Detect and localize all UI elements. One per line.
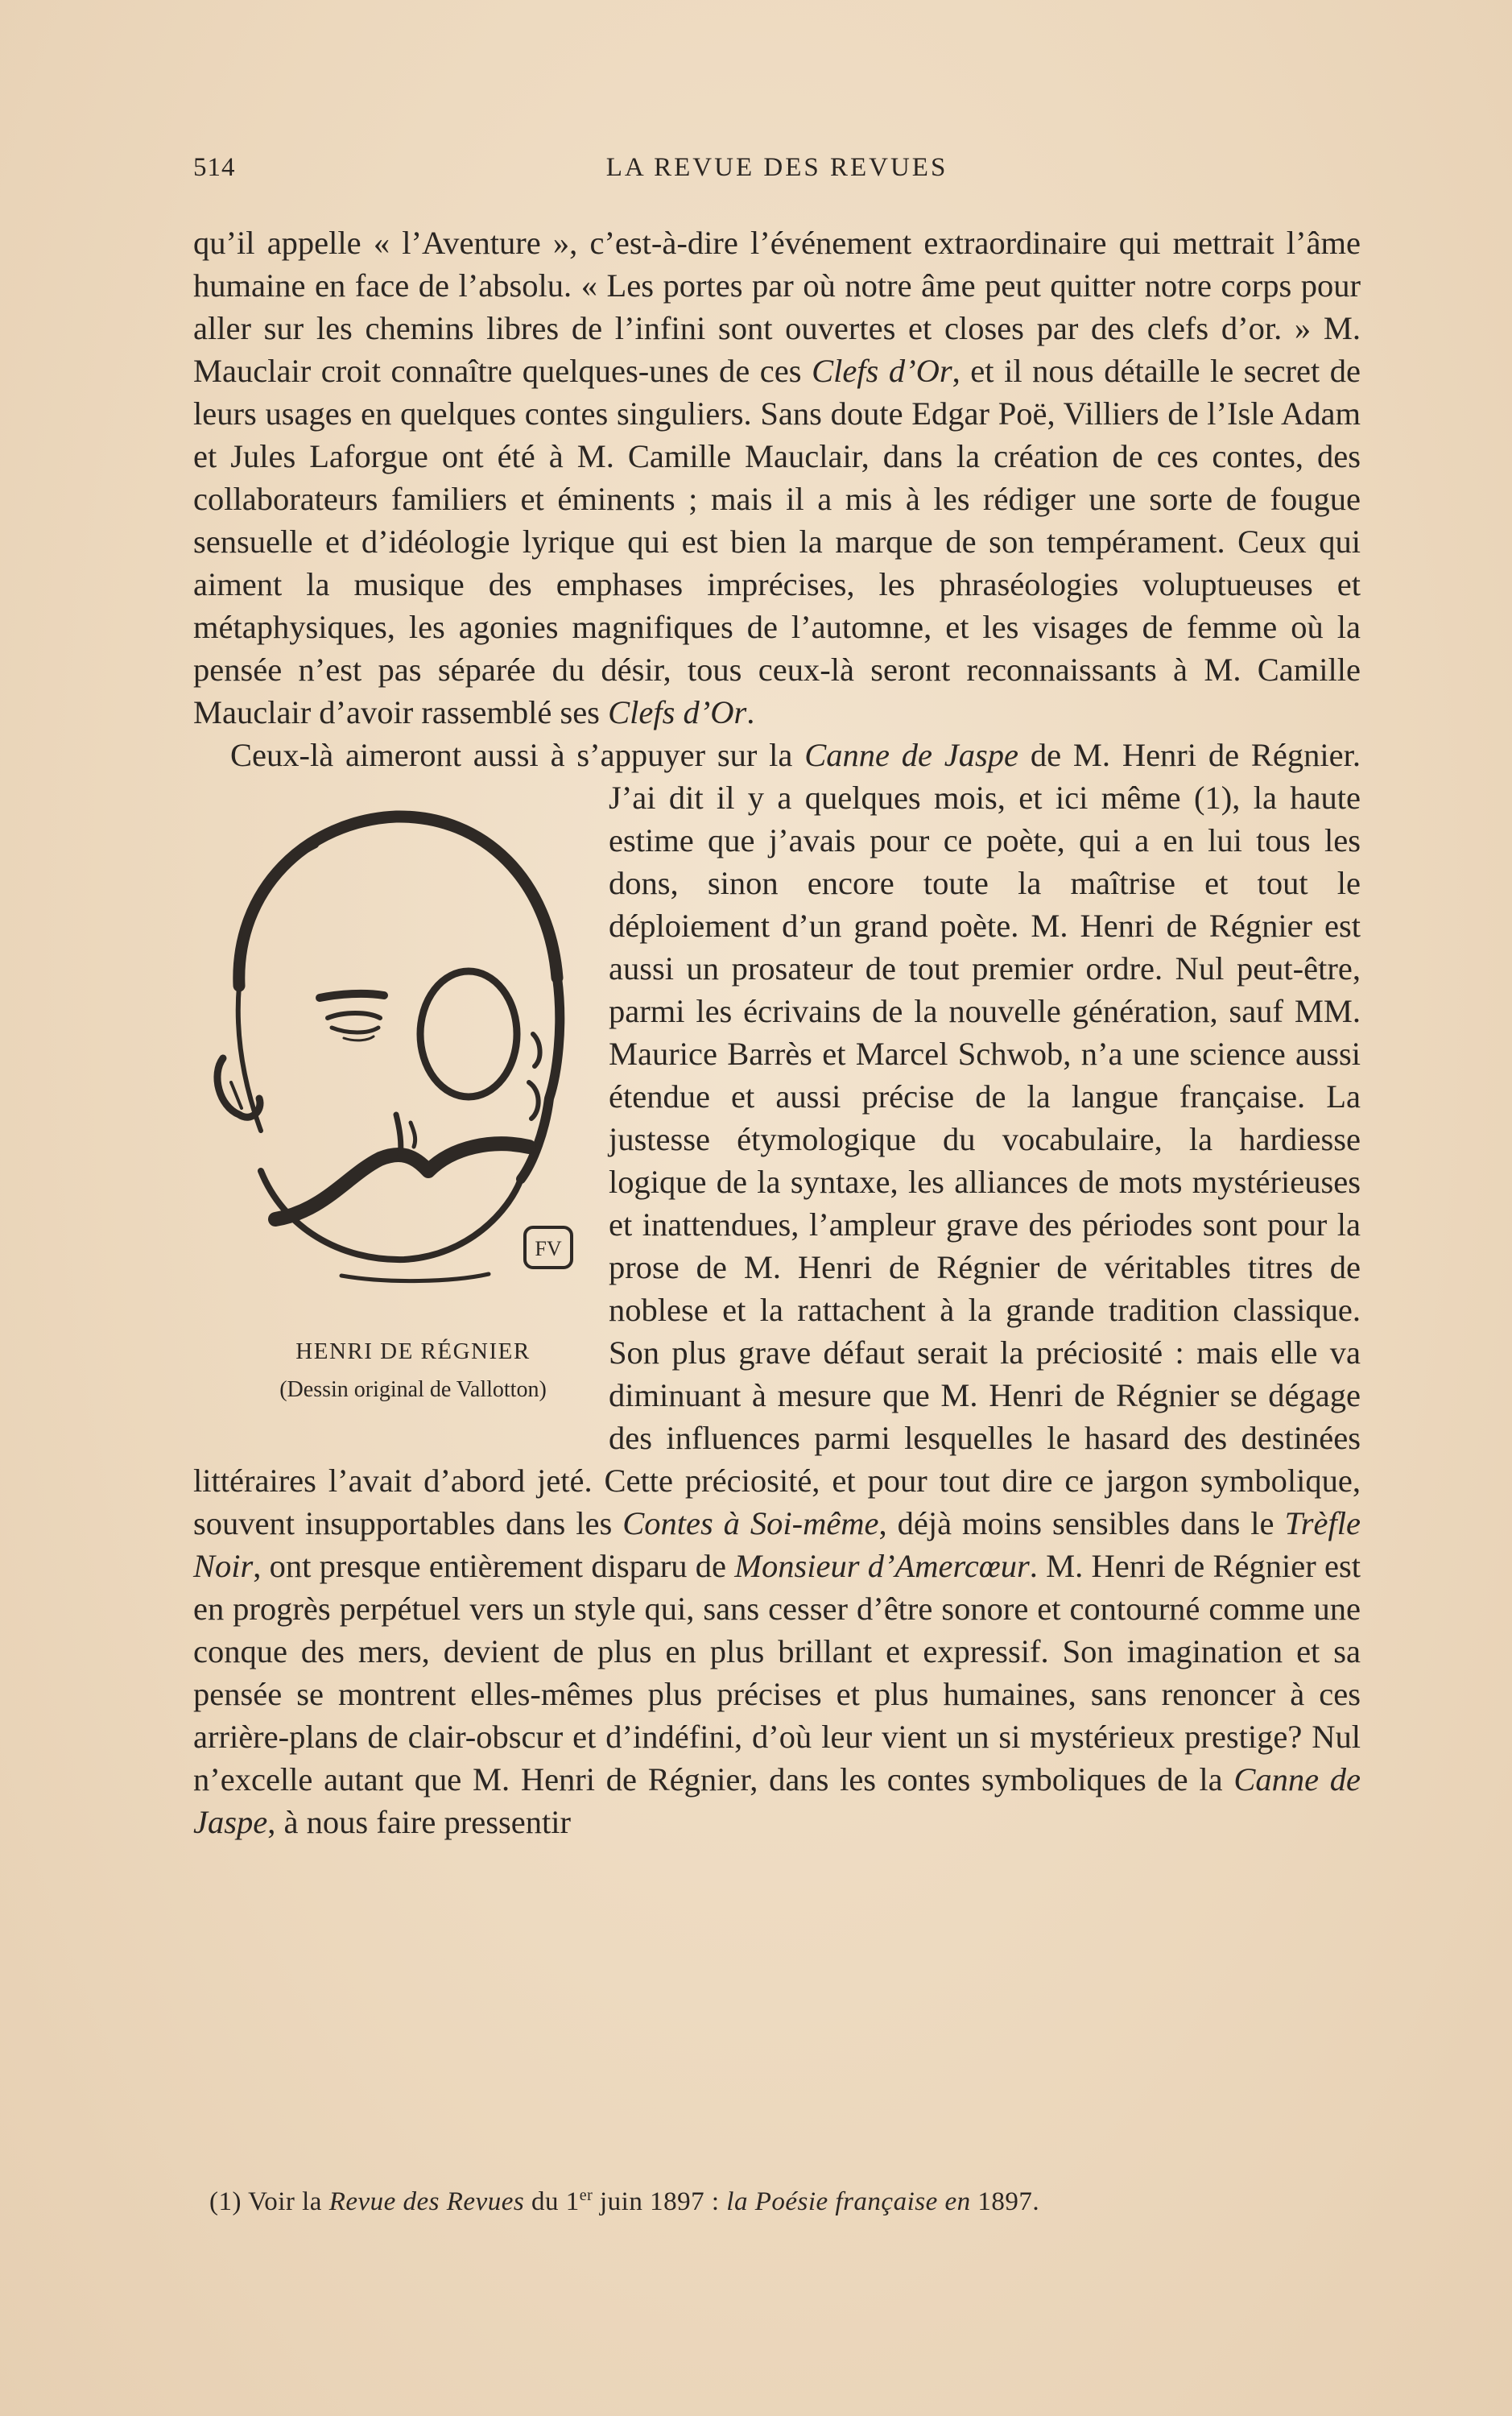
page-number: 514	[193, 153, 236, 182]
portrait-figure	[193, 776, 580, 1445]
footnote: (1) Voir la Revue des Revues du 1er juin 1897 : la Poésie française en 1897.	[209, 2186, 1040, 2216]
book-title: Trèfle Noir	[193, 1505, 1361, 1584]
book-title: Canne de Jaspe	[193, 1761, 1361, 1840]
figure-caption-name: HENRI DE RÉGNIER	[295, 1338, 531, 1364]
portrait-drawing	[203, 792, 589, 1308]
book-title: Canne de Jaspe	[804, 737, 1019, 773]
paragraph-clefs-dor: qu’il appelle « l’Aventure », c’est-à-dire l’événement extraordinaire qui mettrait l’âme humaine en face de l’absolu. « Les portes par où notre âme peut quitter notre corps pour aller sur les chemins libres de l’infini sont ouvertes et closes par des clefs d’or. » M. Mauclair croit connaître quelques-unes de ces Clefs d’Or, et il nous détaille le secret de leurs usages en quelques contes singuliers. Sans doute Edgar Poë, Villiers de l’Isle Adam et Jules Laforgue ont été à M. Camille Mauclair, dans la création de ces contes, des collaborateurs familiers et éminents ; mais il a mis à les rédiger une sorte de fougue sensuelle et d’idéologie lyrique qui est bien la marque de son tempérament. Ceux qui aiment la musique des emphases imprécises, les phraséologies voluptueuses et métaphysiques, les agonies magnifiques de l’automne, et les visages de femme où la pensée n’est pas séparée du désir, tous ceux-là seront reconnaissants à M. Camille Mauclair d’avoir rassemblé ses Clefs d’Or.	[193, 225, 1361, 730]
article-body	[193, 221, 1361, 1843]
book-title: Contes à Soi-même	[622, 1505, 879, 1541]
running-head: LA REVUE DES REVUES	[605, 153, 948, 182]
monogram-text: FV	[535, 1237, 562, 1260]
figure-caption-credit: (Dessin original de Vallotton)	[279, 1377, 547, 1402]
book-title: Clefs d’Or	[812, 353, 952, 389]
monogram	[525, 1227, 572, 1268]
paragraph-canne-de-jaspe: Ceux-là aimeront aussi à s’appuyer sur la Canne de Jaspe FV HENRI DE RÉGNIER (Dessin original de Vallotton) de M. Henri de Régnier. J’ai dit il y a quelques mois, et ici même (1), la haute estime que j’avais pour ce poète, qui a en lui tous les dons, sinon encore toute la maîtrise et tout le déploiement d’un grand poète. M. Henri de Régnier est aussi un prosateur de tout premier ordre. Nul peut-être, parmi les écrivains de la nouvelle génération, sauf MM. Maurice Barrès et Marcel Schwob, n’a une science aussi étendue et aussi précise de la langue française. La justesse étymologique du vocabulaire, la hardiesse logique de la syntaxe, les alliances de mots mystérieuses et inattendues, l’ampleur grave des périodes sont pour la prose de M. Henri de Régnier de véritables titres de noblese et la rattachent à la grande tradition classique. Son plus grave défaut serait la préciosité : mais elle va diminuant à mesure que M. Henri de Régnier se dégage des influences parmi lesquelles le hasard des destinées littéraires l’avait d’abord jeté. Cette préciosité, et pour tout dire ce jargon symbolique, souvent insupportables dans les Contes à Soi-même, déjà moins sensibles dans le Trèfle Noir, ont presque entièrement disparu de Monsieur d’Amercœur. M. Henri de Régnier est en progrès perpétuel vers un style qui, sans cesser d’être sonore et contourné comme une conque des mers, devient de plus en plus brillant et expressif. Son imagination et sa pensée se montrent elles-mêmes plus précises et plus humaines, sans renoncer à ces arrière-plans de clair-obscur et d’indéfini, d’où leur vient un si mystérieux prestige? Nul n’excelle autant que M. Henri de Régnier, dans les contes symboliques de la Canne de Jaspe, à nous faire pressentir	[193, 737, 1361, 1840]
book-title: Clefs d’Or	[608, 694, 747, 730]
page-header	[193, 153, 1361, 193]
book-title: Monsieur d’Amercœur	[734, 1548, 1030, 1584]
article-title: la Poésie française en	[726, 2187, 971, 2216]
journal-title: Revue des Revues	[328, 2187, 525, 2216]
